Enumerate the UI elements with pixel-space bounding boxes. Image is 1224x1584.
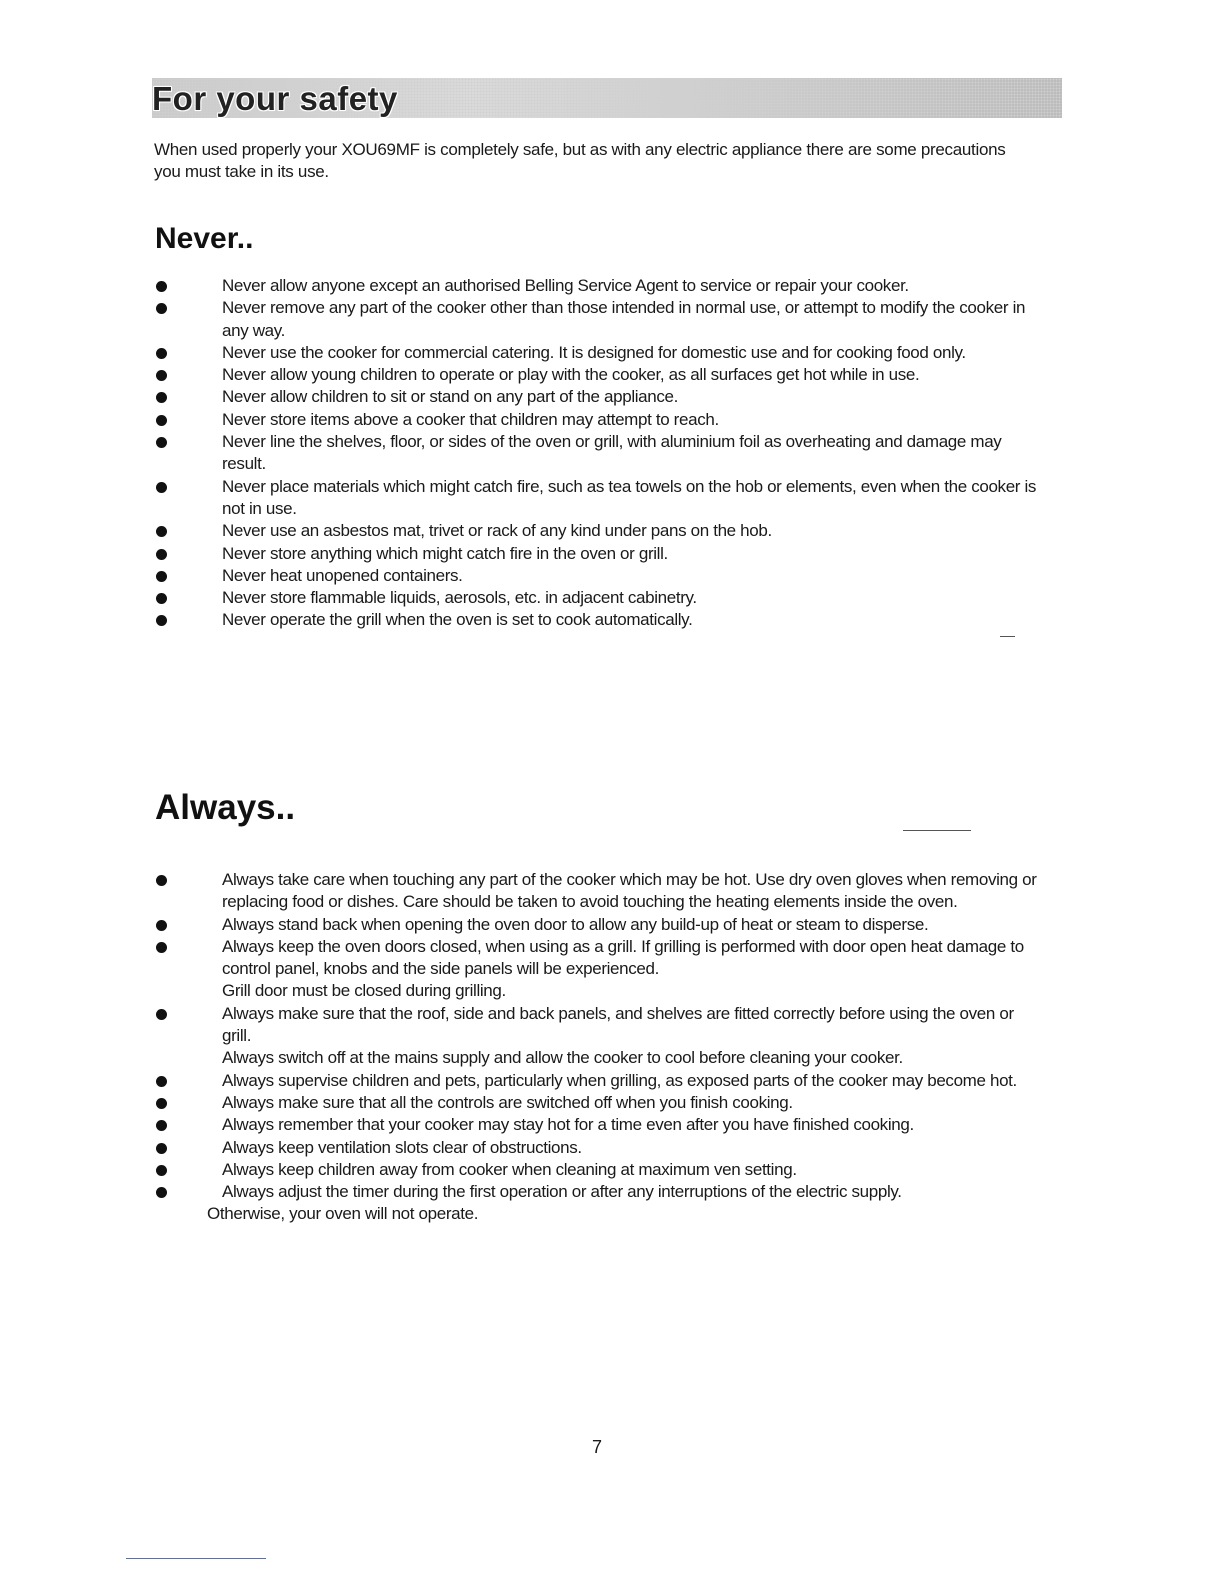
list-item: Never line the shelves, floor, or sides of the oven or grill, with aluminium foil as overheating and damage may result. <box>0 431 1224 476</box>
page-title: For your safety <box>152 80 398 117</box>
bullet-icon <box>156 348 167 359</box>
list-item: Always adjust the timer during the first operation or after any interruptions of the electric supply. <box>0 1181 1224 1203</box>
list-item: Never allow anyone except an authorised Belling Service Agent to service or repair your cooker. <box>0 275 1224 297</box>
list-item: Always take care when touching any part of the cooker which may be hot. Use dry oven gloves when removing or replacing food or dishes. Care should be taken to avoid touching the heating elements inside the oven. <box>0 869 1224 914</box>
list-item: Always supervise children and pets, particularly when grilling, as exposed parts of the cooker may become hot. <box>0 1070 1224 1092</box>
list-item-note: Grill door must be closed during grilling. <box>222 981 506 1001</box>
always-list <box>0 869 1224 1226</box>
bullet-icon <box>156 1165 167 1176</box>
never-heading: Never.. <box>155 222 254 255</box>
bullet-icon <box>156 370 167 381</box>
list-item: Never heat unopened containers. <box>0 565 1224 587</box>
decorative-dash <box>1000 636 1015 637</box>
bullet-icon <box>156 303 167 314</box>
bullet-icon <box>156 942 167 953</box>
decorative-rule <box>903 830 971 831</box>
list-item: Never allow children to sit or stand on any part of the appliance. <box>0 386 1224 408</box>
list-item: Never store flammable liquids, aerosols, etc. in adjacent cabinetry. <box>0 587 1224 609</box>
list-item: Never use an asbestos mat, trivet or rack of any kind under pans on the hob. <box>0 520 1224 542</box>
bullet-icon <box>156 1187 167 1198</box>
bullet-icon <box>156 281 167 292</box>
list-item: Never store anything which might catch fire in the oven or grill. <box>0 543 1224 565</box>
bullet-icon <box>156 526 167 537</box>
bullet-icon <box>156 920 167 931</box>
list-item: Never remove any part of the cooker other than those intended in normal use, or attempt to modify the cooker in any way. <box>0 297 1224 342</box>
bullet-icon <box>156 1076 167 1087</box>
list-item: Always stand back when opening the oven door to allow any build-up of heat or steam to disperse. <box>0 914 1224 936</box>
list-item: Never use the cooker for commercial catering. It is designed for domestic use and for cooking food only. <box>0 342 1224 364</box>
list-item: Never store items above a cooker that children may attempt to reach. <box>0 409 1224 431</box>
footer-rule <box>126 1558 266 1559</box>
bullet-icon <box>156 875 167 886</box>
list-item: Always remember that your cooker may stay hot for a time even after you have finished cooking. <box>0 1114 1224 1136</box>
list-item-continuation: Otherwise, your oven will not operate. <box>207 1204 479 1224</box>
bullet-icon <box>156 437 167 448</box>
list-item: Never operate the grill when the oven is set to cook automatically. <box>0 609 1224 631</box>
list-item: Always keep children away from cooker when cleaning at maximum ven setting. <box>0 1159 1224 1181</box>
bullet-icon <box>156 615 167 626</box>
bullet-icon <box>156 571 167 582</box>
bullet-icon <box>156 1120 167 1131</box>
bullet-icon <box>156 482 167 493</box>
list-item: Never allow young children to operate or play with the cooker, as all surfaces get hot while in use. <box>0 364 1224 386</box>
bullet-icon <box>156 415 167 426</box>
intro-paragraph: When used properly your XOU69MF is completely safe, but as with any electric appliance there are some precautions you must take in its use. <box>154 140 1006 181</box>
page-number: 7 <box>592 1437 603 1457</box>
bullet-icon <box>156 549 167 560</box>
list-item-note: Always switch off at the mains supply and allow the cooker to cool before cleaning your cooker. <box>222 1048 903 1068</box>
bullet-icon <box>156 1143 167 1154</box>
bullet-icon <box>156 392 167 403</box>
always-heading: Always.. <box>155 788 296 827</box>
bullet-icon <box>156 593 167 604</box>
bullet-icon <box>156 1098 167 1109</box>
bullet-icon <box>156 1009 167 1020</box>
list-item: Always make sure that all the controls are switched off when you finish cooking. <box>0 1092 1224 1114</box>
list-item: Always keep ventilation slots clear of obstructions. <box>0 1137 1224 1159</box>
list-item: Always keep the oven doors closed, when using as a grill. If grilling is performed with door open heat damage to control panel, knobs and the side panels will be experienced. <box>0 936 1224 981</box>
list-item: Never place materials which might catch fire, such as tea towels on the hob or elements, even when the cooker is not in use. <box>0 476 1224 521</box>
section-banner <box>152 78 1062 118</box>
list-item: Always make sure that the roof, side and back panels, and shelves are fitted correctly before using the oven or grill. <box>0 1003 1224 1048</box>
never-list <box>0 275 1224 632</box>
